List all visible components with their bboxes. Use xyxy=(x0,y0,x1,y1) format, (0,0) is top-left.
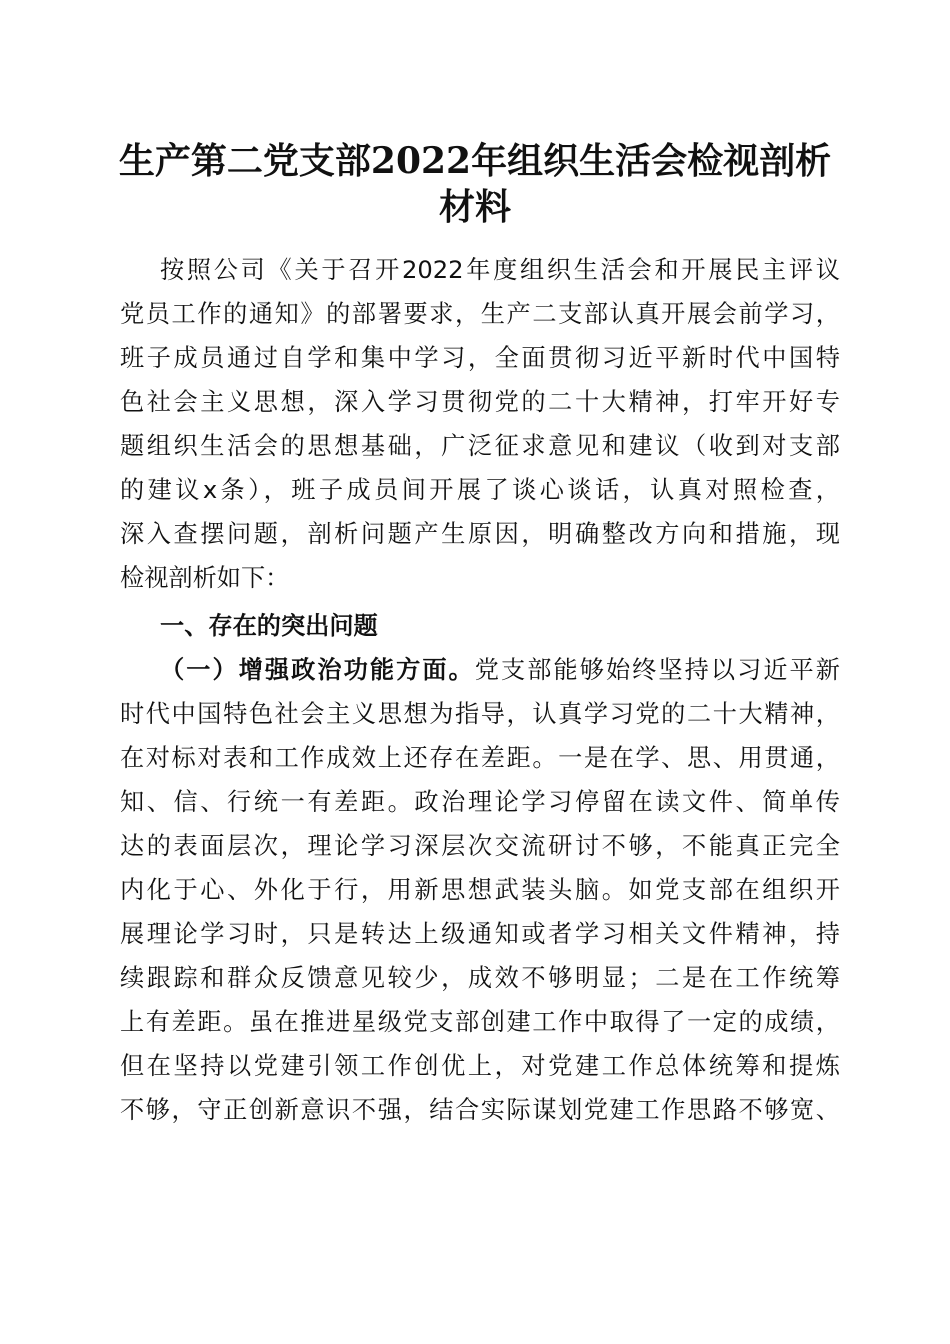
body-line: 达的表面层次，理论学习深层次交流研讨不够，不能真正完全 xyxy=(120,832,840,860)
intro-line: 的建议x条），班子成员间开展了谈心谈话，认真对照检查， xyxy=(120,476,840,504)
intro-line: 班子成员通过自学和集中学习，全面贯彻习近平新时代中国特 xyxy=(120,344,840,372)
body-line: 上有差距。虽在推进星级党支部创建工作中取得了一定的成绩， xyxy=(120,1008,840,1036)
intro-line: 党员工作的通知》的部署要求，生产二支部认真开展会前学习， xyxy=(120,300,840,328)
body-line: 时代中国特色社会主义思想为指导，认真学习党的二十大精神， xyxy=(120,700,840,728)
body-line: 展理论学习时，只是转达上级通知或者学习相关文件精神，持 xyxy=(120,920,840,948)
body-line: 在对标对表和工作成效上还存在差距。一是在学、思、用贯通， xyxy=(120,744,840,772)
intro-line: 深入查摆问题，剖析问题产生原因，明确整改方向和措施，现 xyxy=(120,520,840,548)
body-line: 续跟踪和群众反馈意见较少，成效不够明显；二是在工作统筹 xyxy=(120,964,840,992)
subsection-first-line-text: 党支部能够始终坚持以习近平新 xyxy=(474,656,840,684)
body-line: 知、信、行统一有差距。政治理论学习停留在读文件、简单传 xyxy=(120,788,840,816)
section-heading: 一、存在的突出问题 xyxy=(160,612,378,640)
subsection-first-line xyxy=(160,655,840,685)
body-line: 内化于心、外化于行，用新思想武装头脑。如党支部在组织开 xyxy=(120,876,840,904)
document-title-line-1: 生产第二党支部2022年组织生活会检视剖析 xyxy=(118,140,832,182)
document-title-line-2: 材料 xyxy=(438,186,511,228)
intro-line: 色社会主义思想，深入学习贯彻党的二十大精神，打牢开好专 xyxy=(120,388,840,416)
body-line: 但在坚持以党建引领工作创优上，对党建工作总体统筹和提炼 xyxy=(120,1052,840,1080)
subsection-label: （一）增强政治功能方面。 xyxy=(160,656,475,684)
intro-line: 按照公司《关于召开2022年度组织生活会和开展民主评议 xyxy=(160,256,840,284)
intro-line: 检视剖析如下： xyxy=(120,564,290,592)
body-line: 不够，守正创新意识不强，结合实际谋划党建工作思路不够宽、 xyxy=(120,1096,840,1124)
intro-line: 题组织生活会的思想基础，广泛征求意见和建议（收到对支部 xyxy=(120,432,840,460)
